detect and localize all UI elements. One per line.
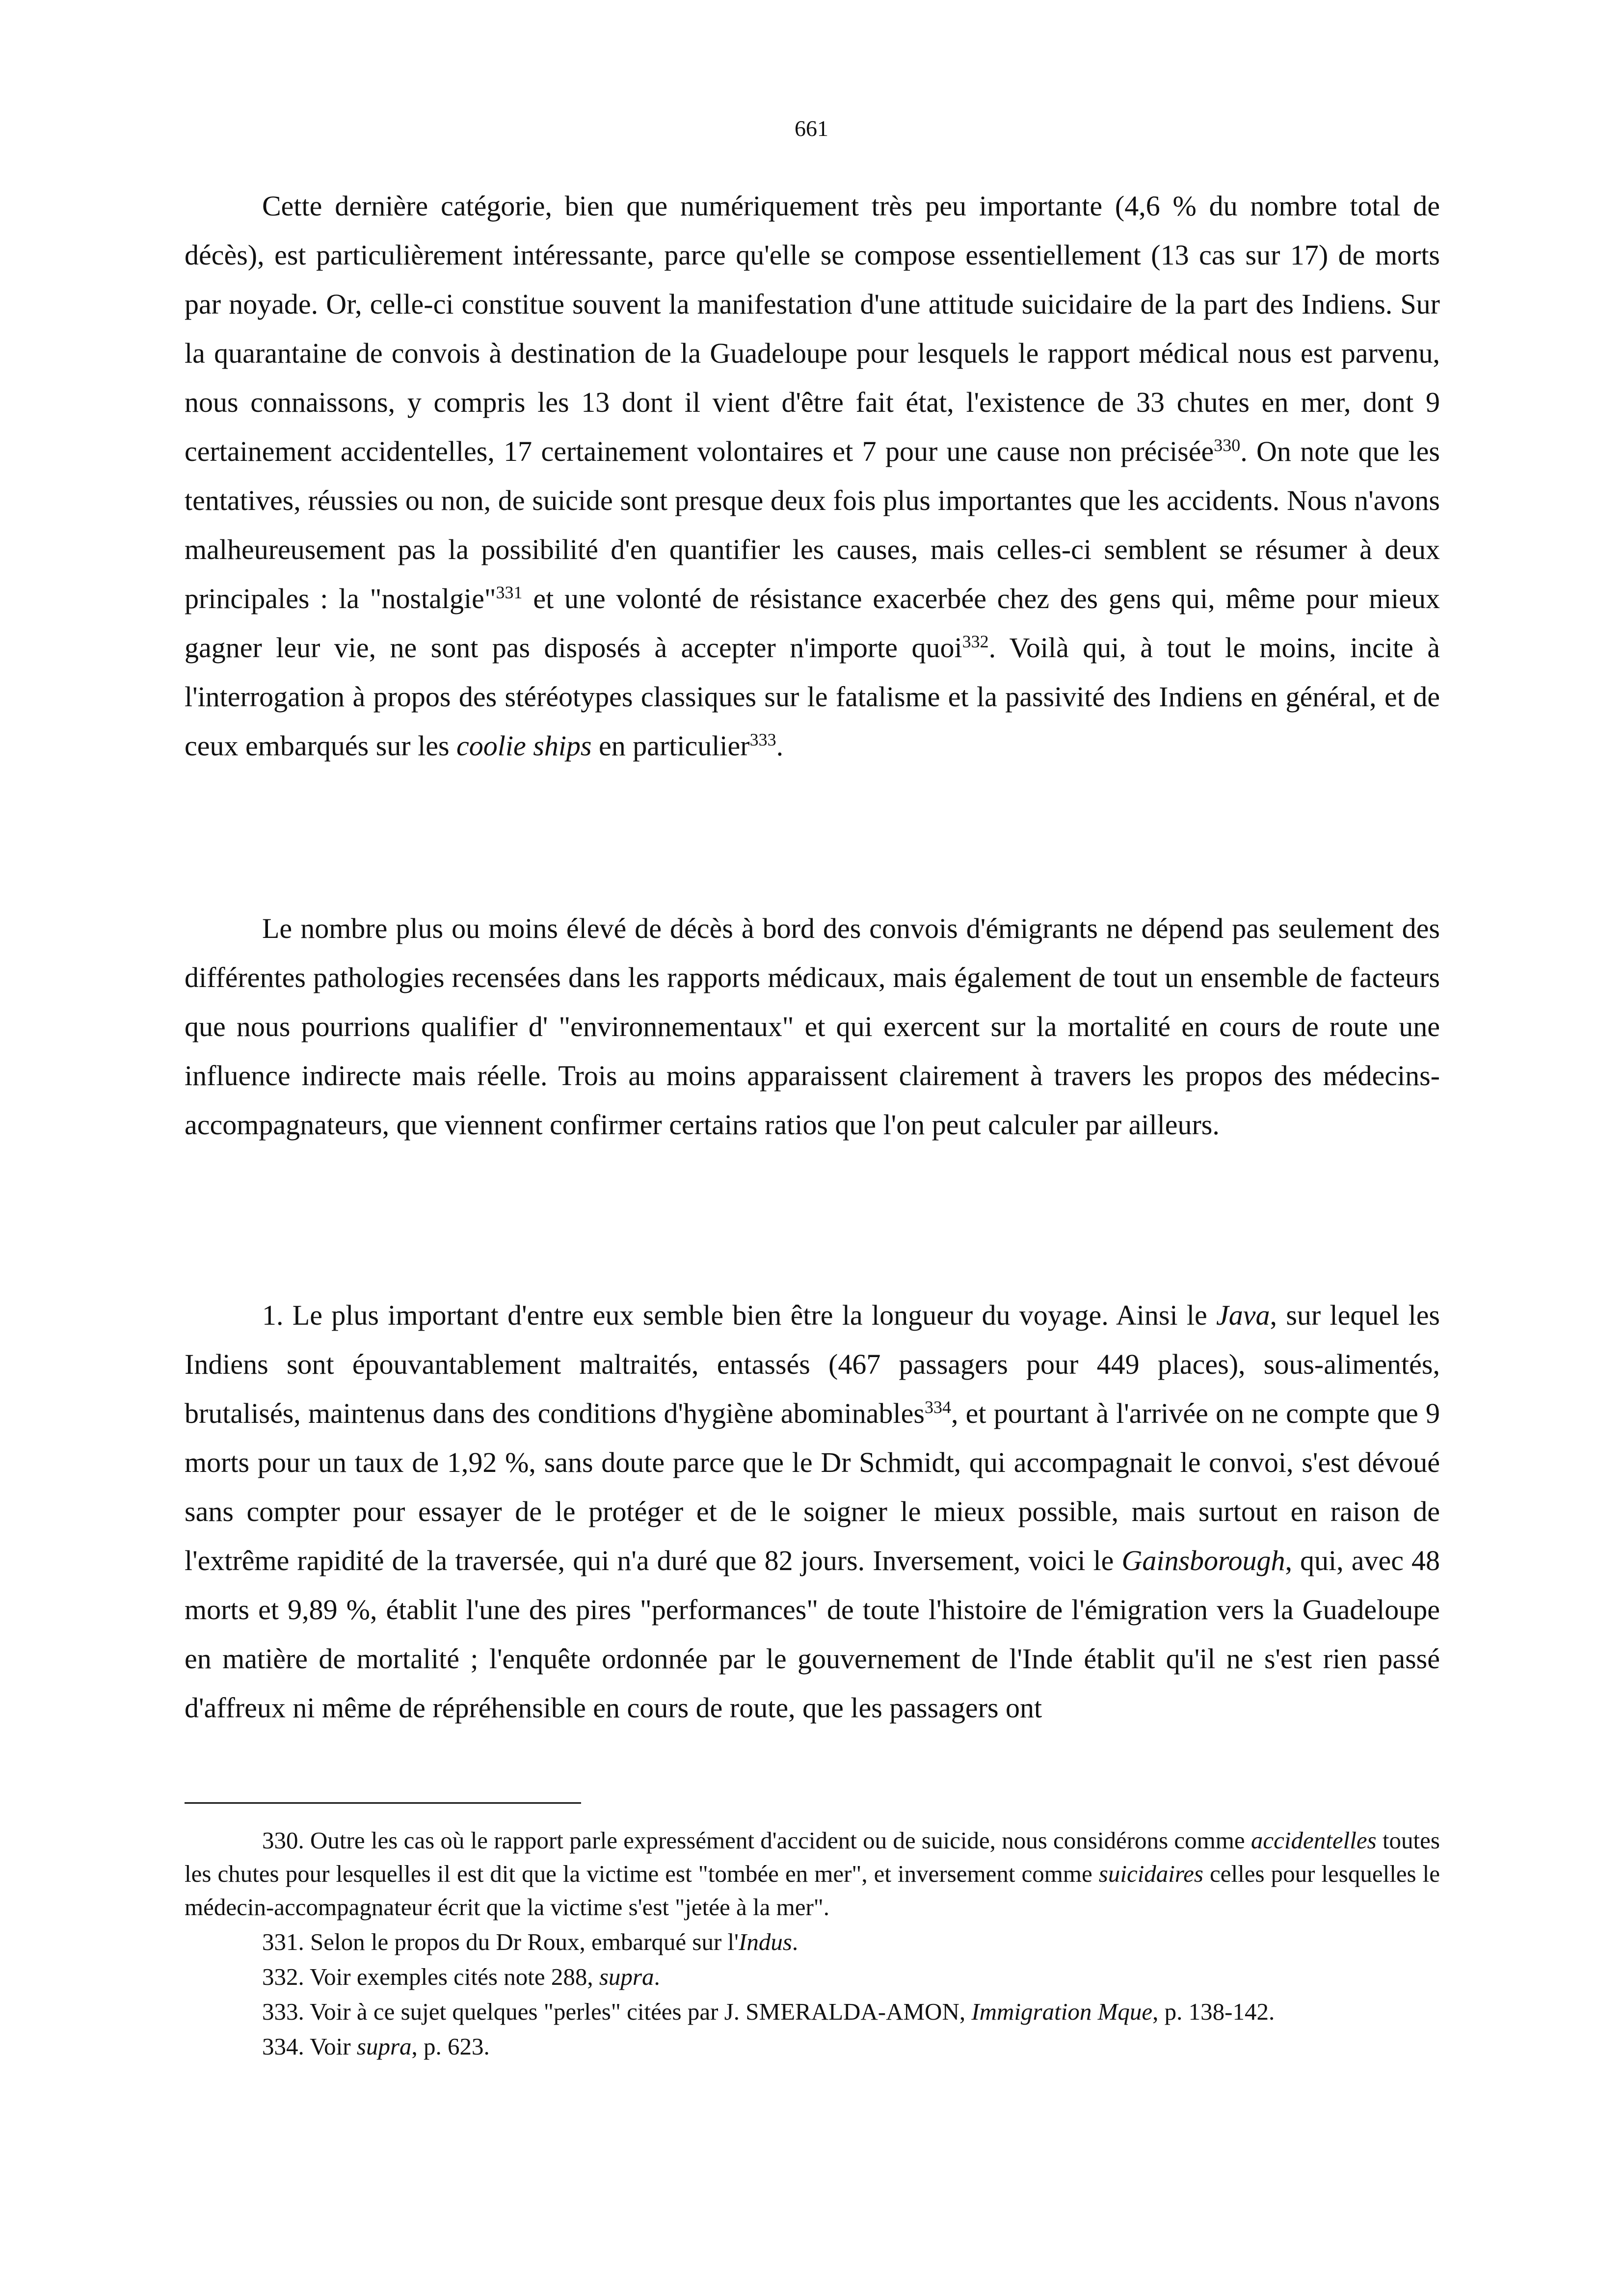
text-run: , p. 623.	[411, 2033, 490, 2060]
main-text-block-3	[185, 1291, 1440, 1733]
text-run: .	[792, 1928, 798, 1955]
ship-name: Gainsborough	[1121, 1545, 1285, 1576]
text-run: 330. Outre les cas où le rapport parle expressément d'accident ou de suicide, nous considérons comme	[262, 1827, 1251, 1854]
italic-term: coolie ships	[456, 730, 592, 762]
footnotes	[185, 1824, 1440, 2065]
text-run: .	[776, 730, 784, 762]
footnote-ref-331[interactable]: 331	[496, 583, 523, 602]
text-run: celles pour lesquelles le médecin-accompagnateur écrit que la victime s'est "jetée à la mer".	[185, 1860, 1440, 1921]
page-number: 661	[795, 116, 828, 141]
italic-title: Immigration Mque	[971, 1998, 1153, 2025]
italic-term: supra	[599, 1963, 654, 1990]
main-text-block-1	[185, 182, 1440, 771]
text-run: 331. Selon le propos du Dr Roux, embarqué sur l'	[262, 1928, 739, 1955]
text-run: 333. Voir à ce sujet quelques "perles" citées par J. SMERALDA-AMON,	[262, 1998, 972, 2025]
paragraph-voyage-length	[185, 1291, 1440, 1733]
footnote-333	[185, 1995, 1440, 2029]
main-text-block-2	[185, 904, 1440, 1149]
footnote-ref-332[interactable]: 332	[962, 632, 989, 651]
footnote-332	[185, 1960, 1440, 1994]
footnote-ref-334[interactable]: 334	[924, 1397, 951, 1417]
text-run: , et pourtant à l'arrivée on ne compte que 9 morts pour un taux de 1,92 %, sans doute parce que le Dr Schmidt, qui accompagnait le convoi, s'est dévoué sans compter pour essayer de le protéger et de le soigner le mieux possible, mais surtout en raison de l'extrême rapidité de la traversée, qui n'a duré que 82 jours. Inversement, voici le	[185, 1397, 1440, 1576]
footnote-divider	[185, 1802, 581, 1804]
text-run: , p. 138-142.	[1152, 1998, 1275, 2025]
text-run: . Voilà qui, à tout le moins, incite à l'interrogation à propos des stéréotypes classiques sur le fatalisme et la passivité des Indiens en général, et de ceux embarqués sur les	[185, 632, 1440, 762]
footnote-334	[185, 2030, 1440, 2063]
text-run: .	[654, 1963, 660, 1990]
footnote-ref-333[interactable]: 333	[749, 730, 776, 749]
text-run: , qui, avec 48 morts et 9,89 %, établit l'une des pires "performances" de toute l'histoire de l'émigration vers la Guadeloupe en matière de mortalité ; l'enquête ordonnée par le gouvernement de l'Inde établit qu'il ne s'est rien passé d'affreux ni même de répréhensible en cours de route, que les passagers ont	[185, 1545, 1440, 1724]
paragraph-drowning-suicide	[185, 182, 1440, 771]
footnote-ref-330[interactable]: 330	[1214, 435, 1241, 455]
footnote-331	[185, 1925, 1440, 1959]
text-run: 334. Voir	[262, 2033, 357, 2060]
text-run: toutes les chutes pour lesquelles il est dit que la victime est "tombée en mer", et inversement comme	[185, 1827, 1440, 1887]
text-run: 332. Voir exemples cités note 288,	[262, 1963, 599, 1990]
ship-name: Indus	[739, 1928, 792, 1955]
italic-term: accidentelles	[1251, 1827, 1377, 1854]
text-run: Cette dernière catégorie, bien que numériquement très peu importante (4,6 % du nombre total de décès), est particulièrement intéressante, parce qu'elle se compose essentiellement (13 cas sur 17) de morts par noyade. Or, celle-ci constitue souvent la manifestation d'une attitude suicidaire de la part des Indiens. Sur la quarantaine de convois à destination de la Guadeloupe pour lesquels le rapport médical nous est parvenu, nous connaissons, y compris les 13 dont il vient d'être fait état, l'existence de 33 chutes en mer, dont 9 certainement accidentelles, 17 certainement volontaires et 7 pour une cause non précisée	[185, 190, 1440, 467]
italic-term: supra	[356, 2033, 412, 2060]
text-run: . On note que les tentatives, réussies ou non, de suicide sont presque deux fois plus importantes que les accidents. Nous n'avons malheureusement pas la possibilité d'en quantifier les causes, mais celles-ci semblent se résumer à deux principales : la "nostalgie"	[185, 435, 1440, 614]
text-run: 1. Le plus important d'entre eux semble bien être la longueur du voyage. Ainsi le	[262, 1299, 1217, 1331]
footnote-330	[185, 1824, 1440, 1924]
italic-term: suicidaires	[1098, 1860, 1203, 1887]
text-run: en particulier	[591, 730, 750, 762]
text-run: et une volonté de résistance exacerbée chez des gens qui, même pour mieux gagner leur vie, ne sont pas disposés à accepter n'importe quoi	[185, 583, 1440, 664]
paragraph-environmental-factors: Le nombre plus ou moins élevé de décès à bord des convois d'émigrants ne dépend pas seulement des différentes pathologies recensées dans les rapports médicaux, mais également de tout un ensemble de facteurs que nous pourrions qualifier d' "environnementaux" et qui exercent sur la mortalité en cours de route une influence indirecte mais réelle. Trois au moins apparaissent clairement à travers les propos des médecins-accompagnateurs, que viennent confirmer certains ratios que l'on peut calculer par ailleurs.	[185, 912, 1440, 1141]
ship-name: Java	[1216, 1299, 1270, 1331]
text-run: , sur lequel les Indiens sont épouvantablement maltraités, entassés (467 passagers pour 449 places), sous-alimentés, brutalisés, maintenus dans des conditions d'hygiène abominables	[185, 1299, 1440, 1429]
